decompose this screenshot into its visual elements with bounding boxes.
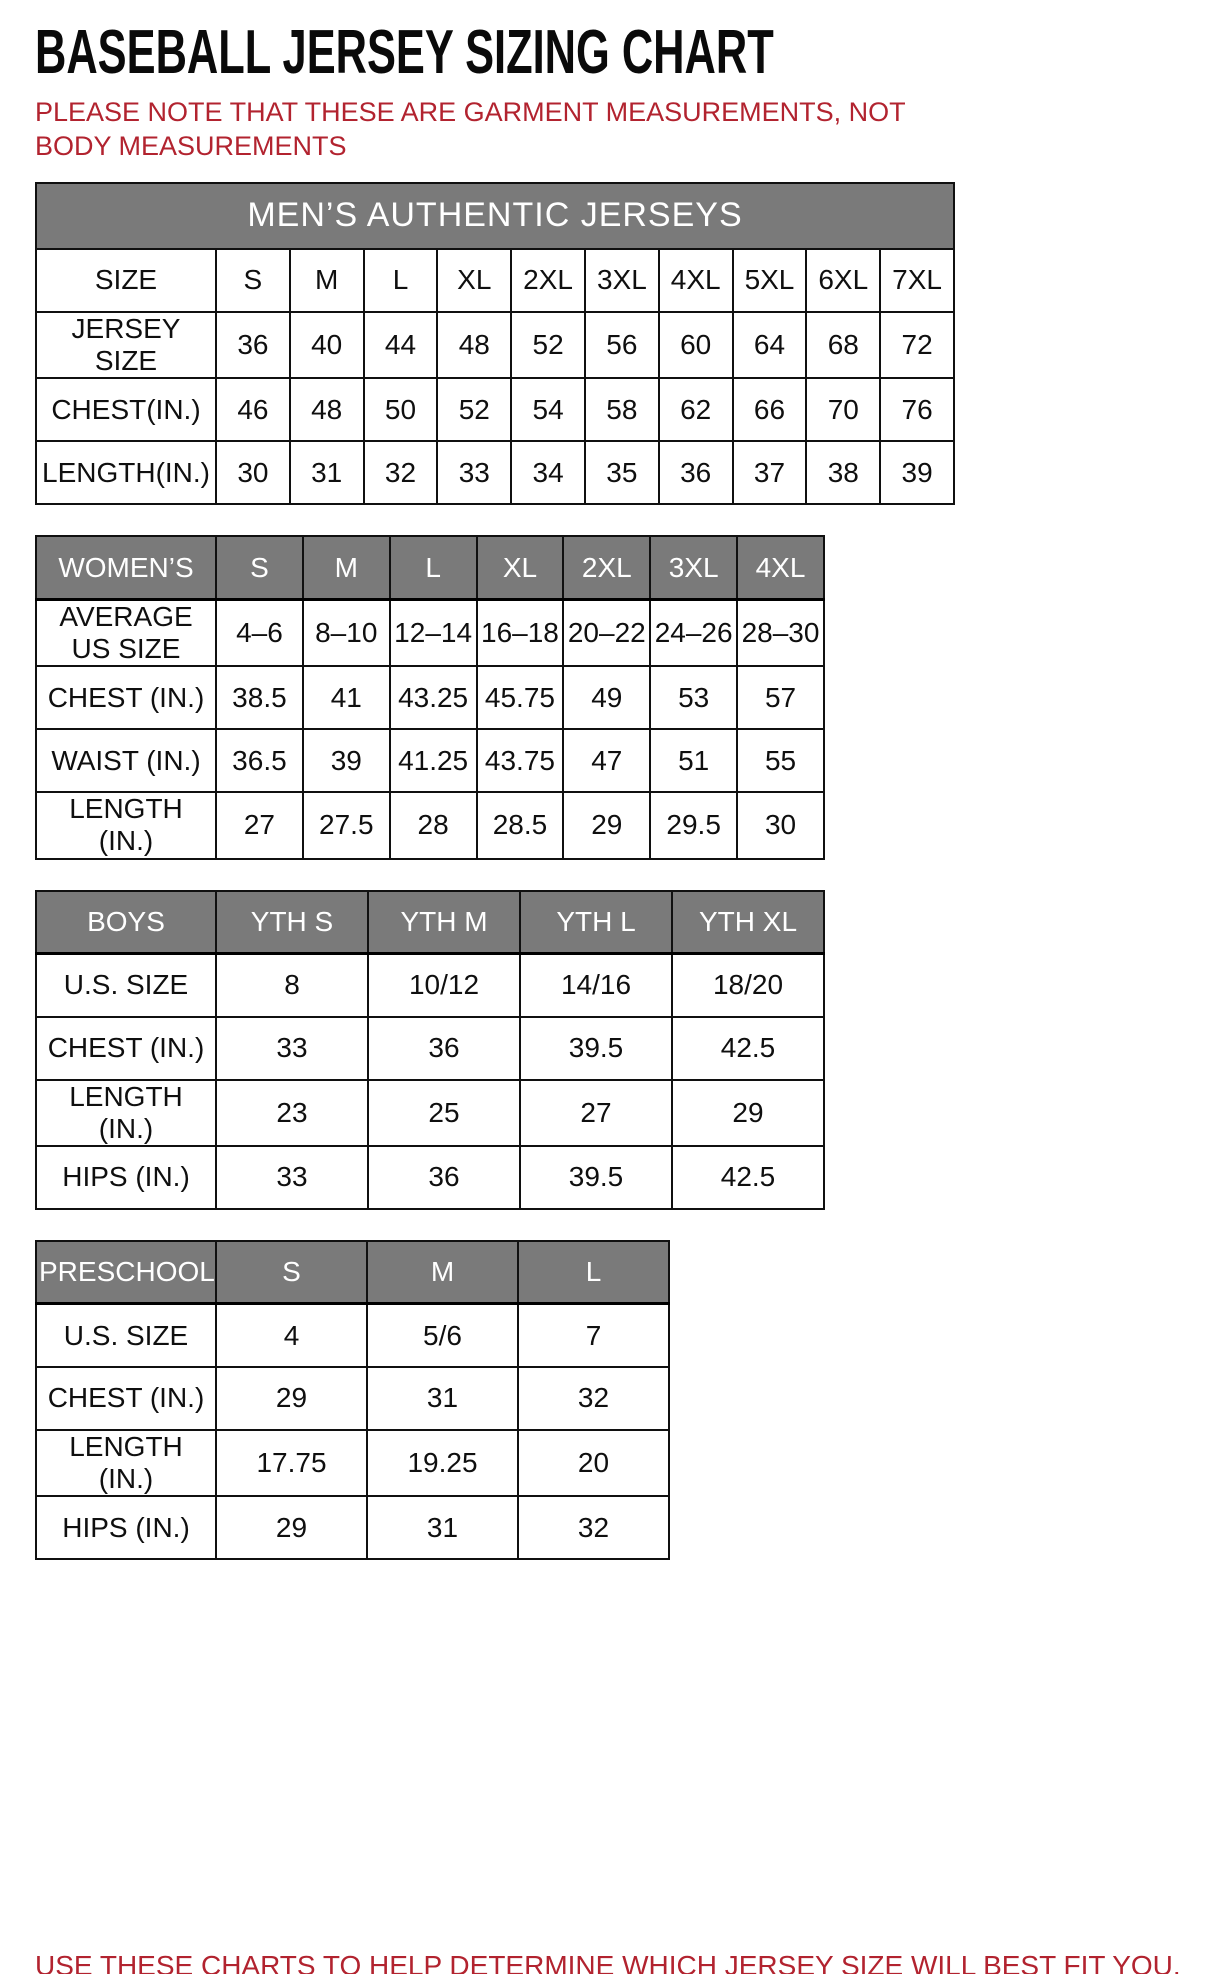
table-cell: 38.5 [216, 666, 303, 729]
table-cell: 43.75 [477, 729, 564, 792]
column-header: L [518, 1241, 669, 1304]
table-cell: 48 [290, 378, 364, 441]
table-cell: 20–22 [563, 599, 650, 666]
table-cell: 57 [737, 666, 824, 729]
table-cell: 28.5 [477, 792, 564, 858]
column-header: L [390, 536, 477, 599]
table-row [36, 1367, 669, 1430]
table-row [36, 441, 954, 504]
row-label: CHEST(IN.) [36, 378, 216, 441]
table-cell: 43.25 [390, 666, 477, 729]
table-cell: 24–26 [650, 599, 737, 666]
table-cell: 17.75 [216, 1430, 367, 1496]
table-cell: 35 [585, 441, 659, 504]
table-row [36, 312, 954, 378]
table-cell: 6XL [806, 249, 880, 312]
table-cell: 62 [659, 378, 733, 441]
table-cell: 29 [216, 1496, 367, 1559]
table-cell: 5XL [733, 249, 807, 312]
table-cell: 18/20 [672, 954, 824, 1017]
table-cell: 14/16 [520, 954, 672, 1017]
table-title-cell: PRESCHOOL [36, 1241, 216, 1304]
table-cell: 28 [390, 792, 477, 858]
table-cell: 10/12 [368, 954, 520, 1017]
table-cell: 4–6 [216, 599, 303, 666]
table-cell: 4XL [659, 249, 733, 312]
header-row [36, 536, 824, 599]
table-cell: 58 [585, 378, 659, 441]
table-cell: 31 [290, 441, 364, 504]
table-cell: 37 [733, 441, 807, 504]
column-header: YTH S [216, 891, 368, 954]
table-cell: 39.5 [520, 1017, 672, 1080]
row-label: LENGTH (IN.) [36, 1080, 216, 1146]
row-label: AVERAGE US SIZE [36, 599, 216, 666]
table-cell: 29 [216, 1367, 367, 1430]
table-row [36, 1430, 669, 1496]
table-cell: 29.5 [650, 792, 737, 858]
table-cell: 2XL [511, 249, 585, 312]
table-row [36, 1017, 824, 1080]
preschool-sizing-table [35, 1240, 670, 1560]
table-cell: 7XL [880, 249, 954, 312]
table-cell: 70 [806, 378, 880, 441]
table-cell: 32 [518, 1496, 669, 1559]
table-cell: 27.5 [303, 792, 390, 858]
table-cell: 32 [518, 1367, 669, 1430]
table-cell: 56 [585, 312, 659, 378]
table-cell: 29 [672, 1080, 824, 1146]
table-cell: 41 [303, 666, 390, 729]
table-title-cell: WOMEN’S [36, 536, 216, 599]
table-cell: 19.25 [367, 1430, 518, 1496]
table-cell: 76 [880, 378, 954, 441]
table-cell: 23 [216, 1080, 368, 1146]
table-cell: 41.25 [390, 729, 477, 792]
boys-sizing-table [35, 890, 825, 1210]
row-label: SIZE [36, 249, 216, 312]
column-header: 2XL [563, 536, 650, 599]
table-cell: 39 [880, 441, 954, 504]
page-title: BASEBALL JERSEY SIZING CHART [35, 18, 774, 87]
header-row [36, 1241, 669, 1304]
table-cell: 7 [518, 1304, 669, 1367]
table-cell: 36 [659, 441, 733, 504]
womens-sizing-table [35, 535, 825, 859]
table-row [36, 1146, 824, 1209]
table-row [36, 599, 824, 666]
table-row [36, 1080, 824, 1146]
mens-authentic-jerseys-table [35, 182, 955, 505]
table-cell: 42.5 [672, 1146, 824, 1209]
table-cell: 27 [520, 1080, 672, 1146]
table-cell: 33 [437, 441, 511, 504]
table-row [36, 729, 824, 792]
row-label: CHEST (IN.) [36, 1017, 216, 1080]
row-label: LENGTH(IN.) [36, 441, 216, 504]
table-cell: 3XL [585, 249, 659, 312]
table-cell: S [216, 249, 290, 312]
table-cell: 46 [216, 378, 290, 441]
table-cell: 38 [806, 441, 880, 504]
fit-advice-note: USE THESE CHARTS TO HELP DETERMINE WHICH JERSEY SIZE WILL BEST FIT YOU. [35, 1950, 1181, 1974]
table-cell: 68 [806, 312, 880, 378]
table-cell: 66 [733, 378, 807, 441]
table-cell: 60 [659, 312, 733, 378]
table-row [36, 249, 954, 312]
table-cell: 36.5 [216, 729, 303, 792]
table-cell: L [364, 249, 438, 312]
table-cell: 27 [216, 792, 303, 858]
table-cell: 55 [737, 729, 824, 792]
table-cell: 36 [368, 1017, 520, 1080]
table-row [36, 666, 824, 729]
table-row [36, 954, 824, 1017]
table-cell: 36 [216, 312, 290, 378]
column-header: YTH M [368, 891, 520, 954]
row-label: U.S. SIZE [36, 954, 216, 1017]
row-label: HIPS (IN.) [36, 1496, 216, 1559]
table-row [36, 378, 954, 441]
table-cell: 52 [511, 312, 585, 378]
row-label: CHEST (IN.) [36, 1367, 216, 1430]
table-row [36, 792, 824, 858]
table-cell: 16–18 [477, 599, 564, 666]
column-header: M [367, 1241, 518, 1304]
table-cell: 30 [216, 441, 290, 504]
table-cell: 33 [216, 1017, 368, 1080]
column-header: 3XL [650, 536, 737, 599]
header-row [36, 891, 824, 954]
table-row [36, 1304, 669, 1367]
table-cell: 53 [650, 666, 737, 729]
table-cell: 39 [303, 729, 390, 792]
table-cell: 50 [364, 378, 438, 441]
table-cell: 5/6 [367, 1304, 518, 1367]
table-row [36, 1496, 669, 1559]
table-cell: M [290, 249, 364, 312]
column-header: YTH XL [672, 891, 824, 954]
row-label: JERSEY SIZE [36, 312, 216, 378]
table-cell: 64 [733, 312, 807, 378]
table-cell: XL [437, 249, 511, 312]
table-cell: 42.5 [672, 1017, 824, 1080]
table-cell: 28–30 [737, 599, 824, 666]
column-header: XL [477, 536, 564, 599]
table-cell: 31 [367, 1367, 518, 1430]
table-cell: 4 [216, 1304, 367, 1367]
table-cell: 39.5 [520, 1146, 672, 1209]
table-cell: 30 [737, 792, 824, 858]
table-cell: 40 [290, 312, 364, 378]
row-label: LENGTH (IN.) [36, 1430, 216, 1496]
table-cell: 32 [364, 441, 438, 504]
table-cell: 49 [563, 666, 650, 729]
table-banner: MEN’S AUTHENTIC JERSEYS [36, 183, 954, 249]
table-cell: 25 [368, 1080, 520, 1146]
banner-row [36, 183, 954, 249]
row-label: WAIST (IN.) [36, 729, 216, 792]
column-header: S [216, 1241, 367, 1304]
column-header: 4XL [737, 536, 824, 599]
table-cell: 29 [563, 792, 650, 858]
table-cell: 47 [563, 729, 650, 792]
table-cell: 33 [216, 1146, 368, 1209]
table-cell: 48 [437, 312, 511, 378]
table-cell: 20 [518, 1430, 669, 1496]
table-cell: 45.75 [477, 666, 564, 729]
table-cell: 36 [368, 1146, 520, 1209]
table-cell: 51 [650, 729, 737, 792]
table-cell: 31 [367, 1496, 518, 1559]
table-cell: 12–14 [390, 599, 477, 666]
column-header: S [216, 536, 303, 599]
table-cell: 52 [437, 378, 511, 441]
table-cell: 8–10 [303, 599, 390, 666]
row-label: LENGTH (IN.) [36, 792, 216, 858]
table-title-cell: BOYS [36, 891, 216, 954]
garment-measurements-note: PLEASE NOTE THAT THESE ARE GARMENT MEASUREMENTS, NOT BODY MEASUREMENTS [35, 96, 906, 162]
table-cell: 44 [364, 312, 438, 378]
table-cell: 54 [511, 378, 585, 441]
table-cell: 8 [216, 954, 368, 1017]
row-label: HIPS (IN.) [36, 1146, 216, 1209]
column-header: M [303, 536, 390, 599]
table-cell: 34 [511, 441, 585, 504]
row-label: U.S. SIZE [36, 1304, 216, 1367]
table-cell: 72 [880, 312, 954, 378]
column-header: YTH L [520, 891, 672, 954]
row-label: CHEST (IN.) [36, 666, 216, 729]
